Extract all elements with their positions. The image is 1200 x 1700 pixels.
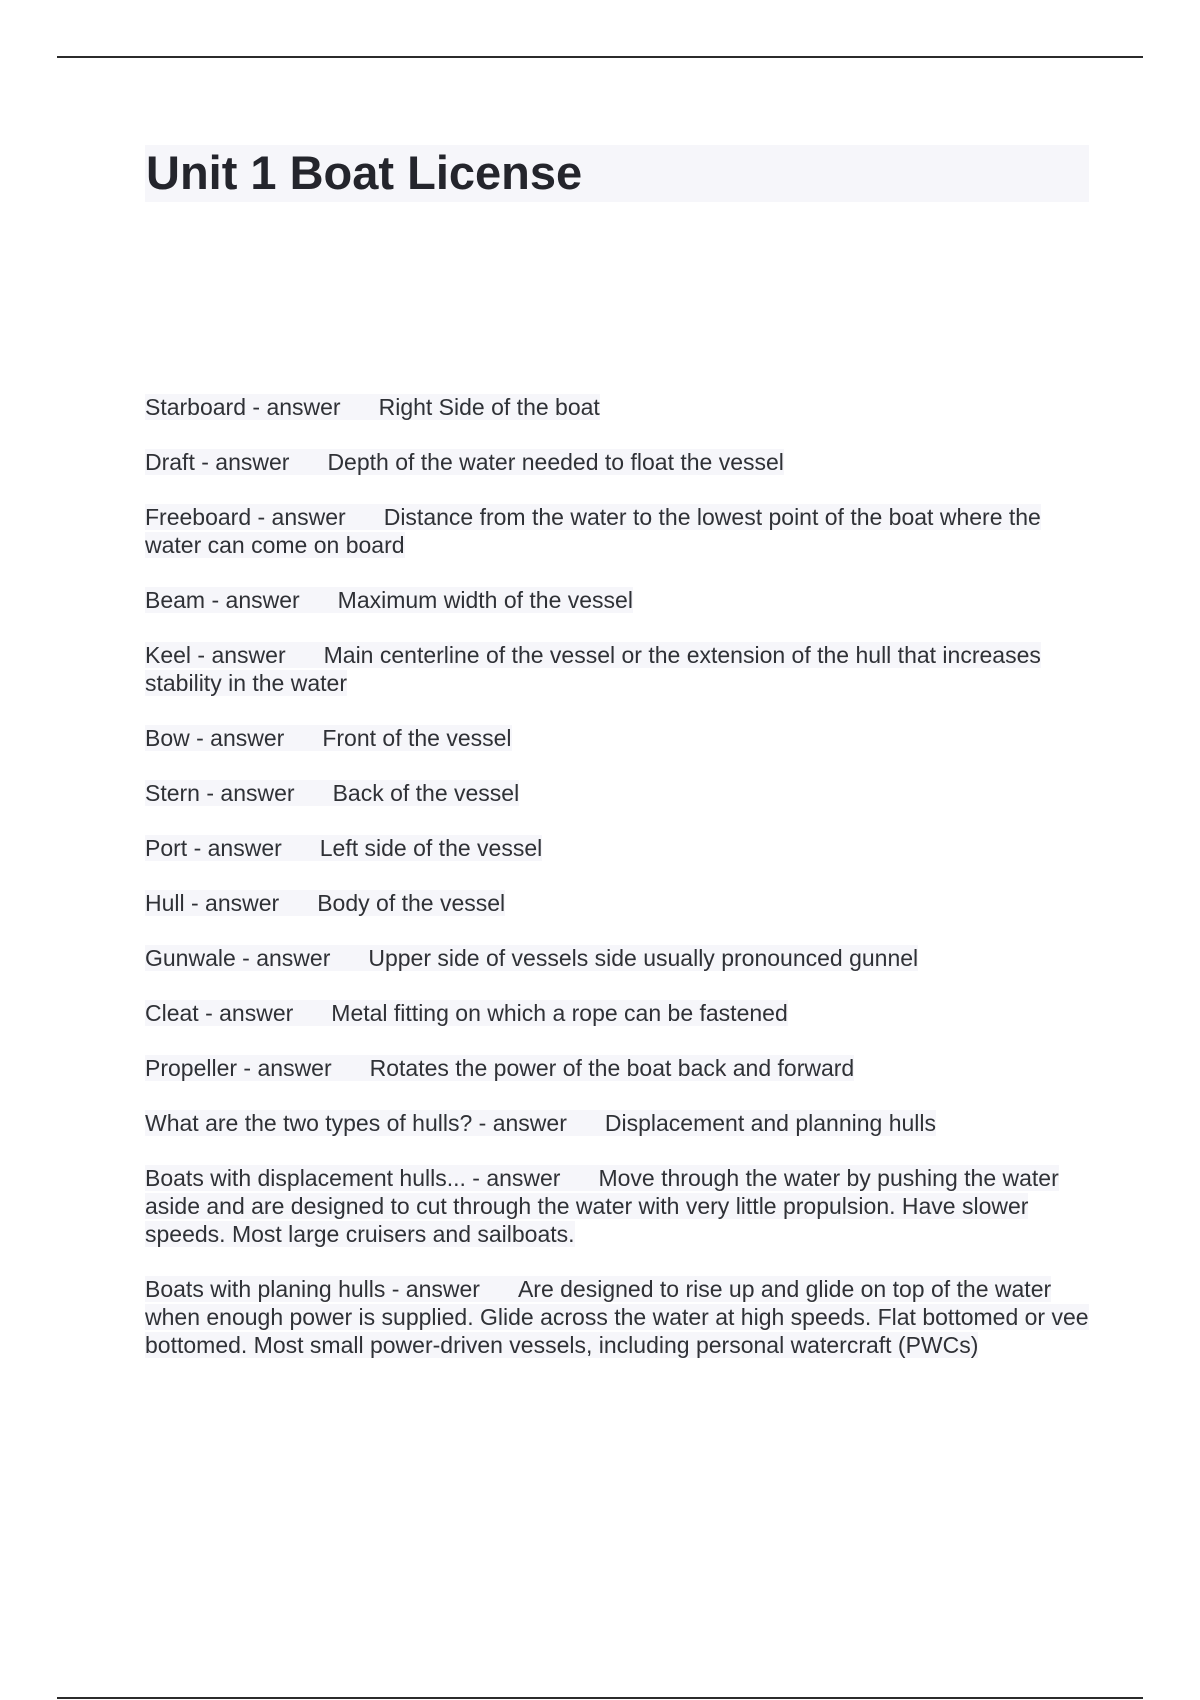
list-item [145,1164,1089,1248]
list-item [145,393,1089,421]
page-title: Unit 1 Boat License [146,146,583,199]
top-rule [57,56,1143,58]
list-item [145,724,1089,752]
bottom-rule [57,1697,1143,1699]
list-item [145,586,1089,614]
answer-text: Left side of the vessel [319,835,543,861]
flashcard-list [145,393,1089,1386]
answer-text: Right Side of the boat [378,394,600,420]
answer-text: Are designed to rise up and glide on top of the water when enough power is supplied. Glide across the water at high speeds. Flat bottomed or vee bottomed. Most small power-driven vessels, including personal watercraft (PWCs) [145,1276,1089,1358]
list-item [145,834,1089,862]
term-label: Cleat - answer [145,1000,294,1026]
term-label: Port - answer [145,835,282,861]
term-label: Hull - answer [145,890,280,916]
answer-text: Main centerline of the vessel or the extension of the hull that increases stability in the water [145,642,1041,696]
list-item [145,944,1089,972]
term-label: Beam - answer [145,587,300,613]
answer-text: Back of the vessel [332,780,520,806]
answer-text: Upper side of vessels side usually pronounced gunnel [368,945,919,971]
answer-text: Move through the water by pushing the water aside and are designed to cut through the water with very little propulsion. Have slower speeds. Most large cruisers and sailboats. [145,1165,1059,1247]
list-item [145,889,1089,917]
term-label: What are the two types of hulls? - answer [145,1110,567,1136]
list-item [145,779,1089,807]
term-label: Propeller - answer [145,1055,332,1081]
term-label: Freeboard - answer [145,504,346,530]
term-label: Draft - answer [145,449,290,475]
term-label: Keel - answer [145,642,286,668]
list-item [145,1054,1089,1082]
list-item [145,448,1089,476]
term-label: Bow - answer [145,725,285,751]
answer-text: Rotates the power of the boat back and forward [369,1055,855,1081]
list-item [145,641,1089,697]
answer-text: Front of the vessel [322,725,512,751]
list-item [145,1275,1089,1359]
answer-text: Metal fitting on which a rope can be fastened [331,1000,788,1026]
answer-text: Maximum width of the vessel [337,587,633,613]
list-item [145,503,1089,559]
term-label: Stern - answer [145,780,295,806]
term-label: Gunwale - answer [145,945,331,971]
list-item [145,999,1089,1027]
term-label: Boats with planing hulls - answer [145,1276,480,1302]
answer-text: Depth of the water needed to float the vessel [327,449,784,475]
answer-text: Body of the vessel [317,890,506,916]
answer-text: Displacement and planning hulls [604,1110,937,1136]
answer-text: Distance from the water to the lowest point of the boat where the water can come on board [145,504,1041,558]
term-label: Boats with displacement hulls... - answer [145,1165,561,1191]
term-label: Starboard - answer [145,394,341,420]
list-item [145,1109,1089,1137]
